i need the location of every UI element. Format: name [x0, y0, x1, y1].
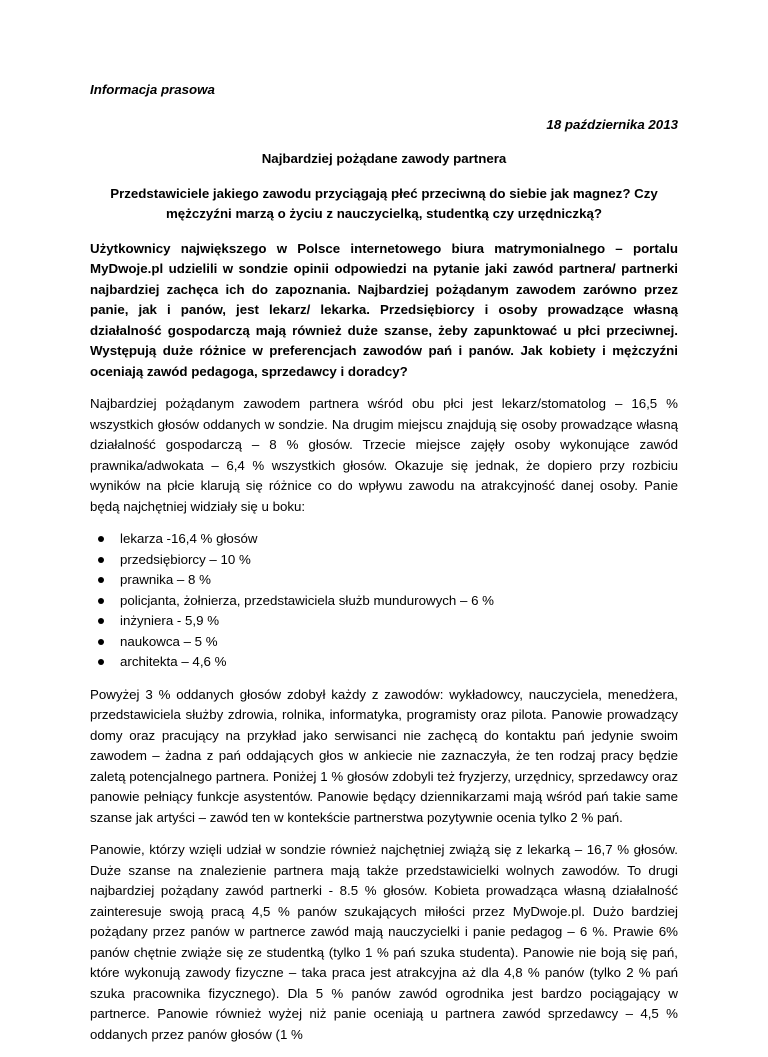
- document-subtitle: Przedstawiciele jakiego zawodu przyciągają płeć przeciwną do siebie jak magnez? Czy mężczyźni marzą o życiu z nauczycielką, studentką czy urzędniczką?: [110, 185, 658, 221]
- list-item: [98, 570, 678, 591]
- bullet-icon: [98, 618, 104, 624]
- document-date: 18 października 2013: [546, 116, 678, 132]
- list-item-text: architekta – 4,6 %: [120, 654, 227, 669]
- list-item: [98, 652, 678, 673]
- document-title: Najbardziej pożądane zawody partnera: [261, 151, 507, 166]
- list-item-text: naukowca – 5 %: [120, 633, 218, 649]
- bullet-icon: [98, 598, 104, 604]
- list-item-text: inżyniera - 5,9 %: [120, 613, 220, 628]
- bullet-icon: [98, 536, 104, 542]
- body-paragraph-1: Najbardziej pożądanym zawodem partnera wśród obu płci jest lekarz/stomatolog – 16,5 % wszystkich głosów oddanych w sondzie. Na drugim miejscu znajdują się osoby prowadzące własną działalność gospodarczą – 8 % głosów. Trzecie miejsce zajęły osoby wykonujące zawód prawnika/adwokata – 6,4 % wszystkich głosów. Okazuje się jednak, że dopiero przy rozbiciu wyników na płcie klarują się różnice co do wpływu zawodu na atrakcyjność danej osoby. Panie będą najchętniej widziały się u boku:: [90, 396, 678, 514]
- list-item-text: przedsiębiorcy – 10 %: [120, 551, 251, 567]
- lead-paragraph: Użytkownicy największego w Polsce internetowego biura matrymonialnego – portalu MyDwoje.pl udzielili w sondzie opinii odpowiedzi na pytanie jaki zawód partnera/ partnerki najbardziej zachęca ich do zapoznania. Najbardziej pożądanym zawodem zarówno przez panie, jak i panów, jest lekarz/ lekarka. Przedsiębiorcy i osoby prowadzące własną działalność gospodarczą mają również duże szanse, żeby zapunktować u płci przeciwnej. Występują duże różnice w preferencjach zawodów pań i panów. Jak kobiety i mężczyźni oceniają zawód pedagoga, sprzedawcy i doradcy?: [90, 240, 678, 379]
- list-item: [98, 611, 678, 632]
- list-item-text: lekarza -16,4 % głosów: [120, 531, 258, 546]
- body-paragraph-3: Panowie, którzy wzięli udział w sondzie również najchętniej zwiążą się z lekarką – 16,7 % głosów. Duże szanse na znalezienie partnera mają także przedstawicielki wolnych zawodów. To drugi najbardziej pożądany zawód partnerki - 8.5 % głosów. Kobieta prowadząca własną działalność zainteresuje swoją pracą 4,5 % panów szukających miłości przez MyDwoje.pl. Dużo bardziej pożądany przez panów w partnerce zawód mają nauczycielki i panie pedagog – 6 %. Prawie 6% panów chętnie zwiąże się ze studentką (tylko 1 % pań szuka studenta). Panowie nie boją się pań, które wykonują zawody fizyczne – taka praca jest atrakcyjna aż dla 4,8 % panów (tylko 2 % pań szuka pracownika fizycznego). Dla 5 % panów zawód ogrodnika jest bardzo pociągający w partnerce. Panowie również wyżej niż panie oceniają u partnera zawód sprzedawcy – 4,5 % oddanych przez panów głosów (1 %: [90, 842, 678, 1042]
- preferences-list: [90, 529, 678, 673]
- document-label: Informacja prasowa: [90, 82, 215, 97]
- bullet-icon: [98, 577, 104, 583]
- list-item-text: policjanta, żołnierza, przedstawiciela służb mundurowych – 6 %: [120, 592, 494, 608]
- list-item-text: prawnika – 8 %: [120, 572, 211, 587]
- list-item: [98, 529, 678, 550]
- bullet-icon: [98, 639, 104, 645]
- bullet-icon: [98, 557, 104, 563]
- document-page: [90, 80, 678, 1057]
- list-item: [98, 550, 678, 571]
- bullet-icon: [98, 659, 104, 665]
- list-item: [98, 591, 678, 612]
- body-paragraph-2: Powyżej 3 % oddanych głosów zdobył każdy z zawodów: wykładowcy, nauczyciela, menedżera, przedstawiciela służby zdrowia, rolnika, informatyka, programisty oraz pilota. Panowie prowadzący domy oraz pracujący na przykład jako serwisanci nie zachęcą do kontaktu pań jedynie swoim zawodem – żadna z pań oddających głos w ankiecie nie zaznaczyła, że ten rodzaj pracy będzie zaletą potencjalnego partnera. Poniżej 1 % głosów zdobyli też fryzjerzy, urzędnicy, sprzedawcy oraz panowie pełniący funkcje asystentów. Panowie będący dziennikarzami mają wśród pań takie same szanse jak artyści – zawód ten w kontekście partnerstwa pozytywnie ocenia tylko 2 % pań.: [90, 686, 678, 825]
- list-item: [98, 632, 678, 653]
